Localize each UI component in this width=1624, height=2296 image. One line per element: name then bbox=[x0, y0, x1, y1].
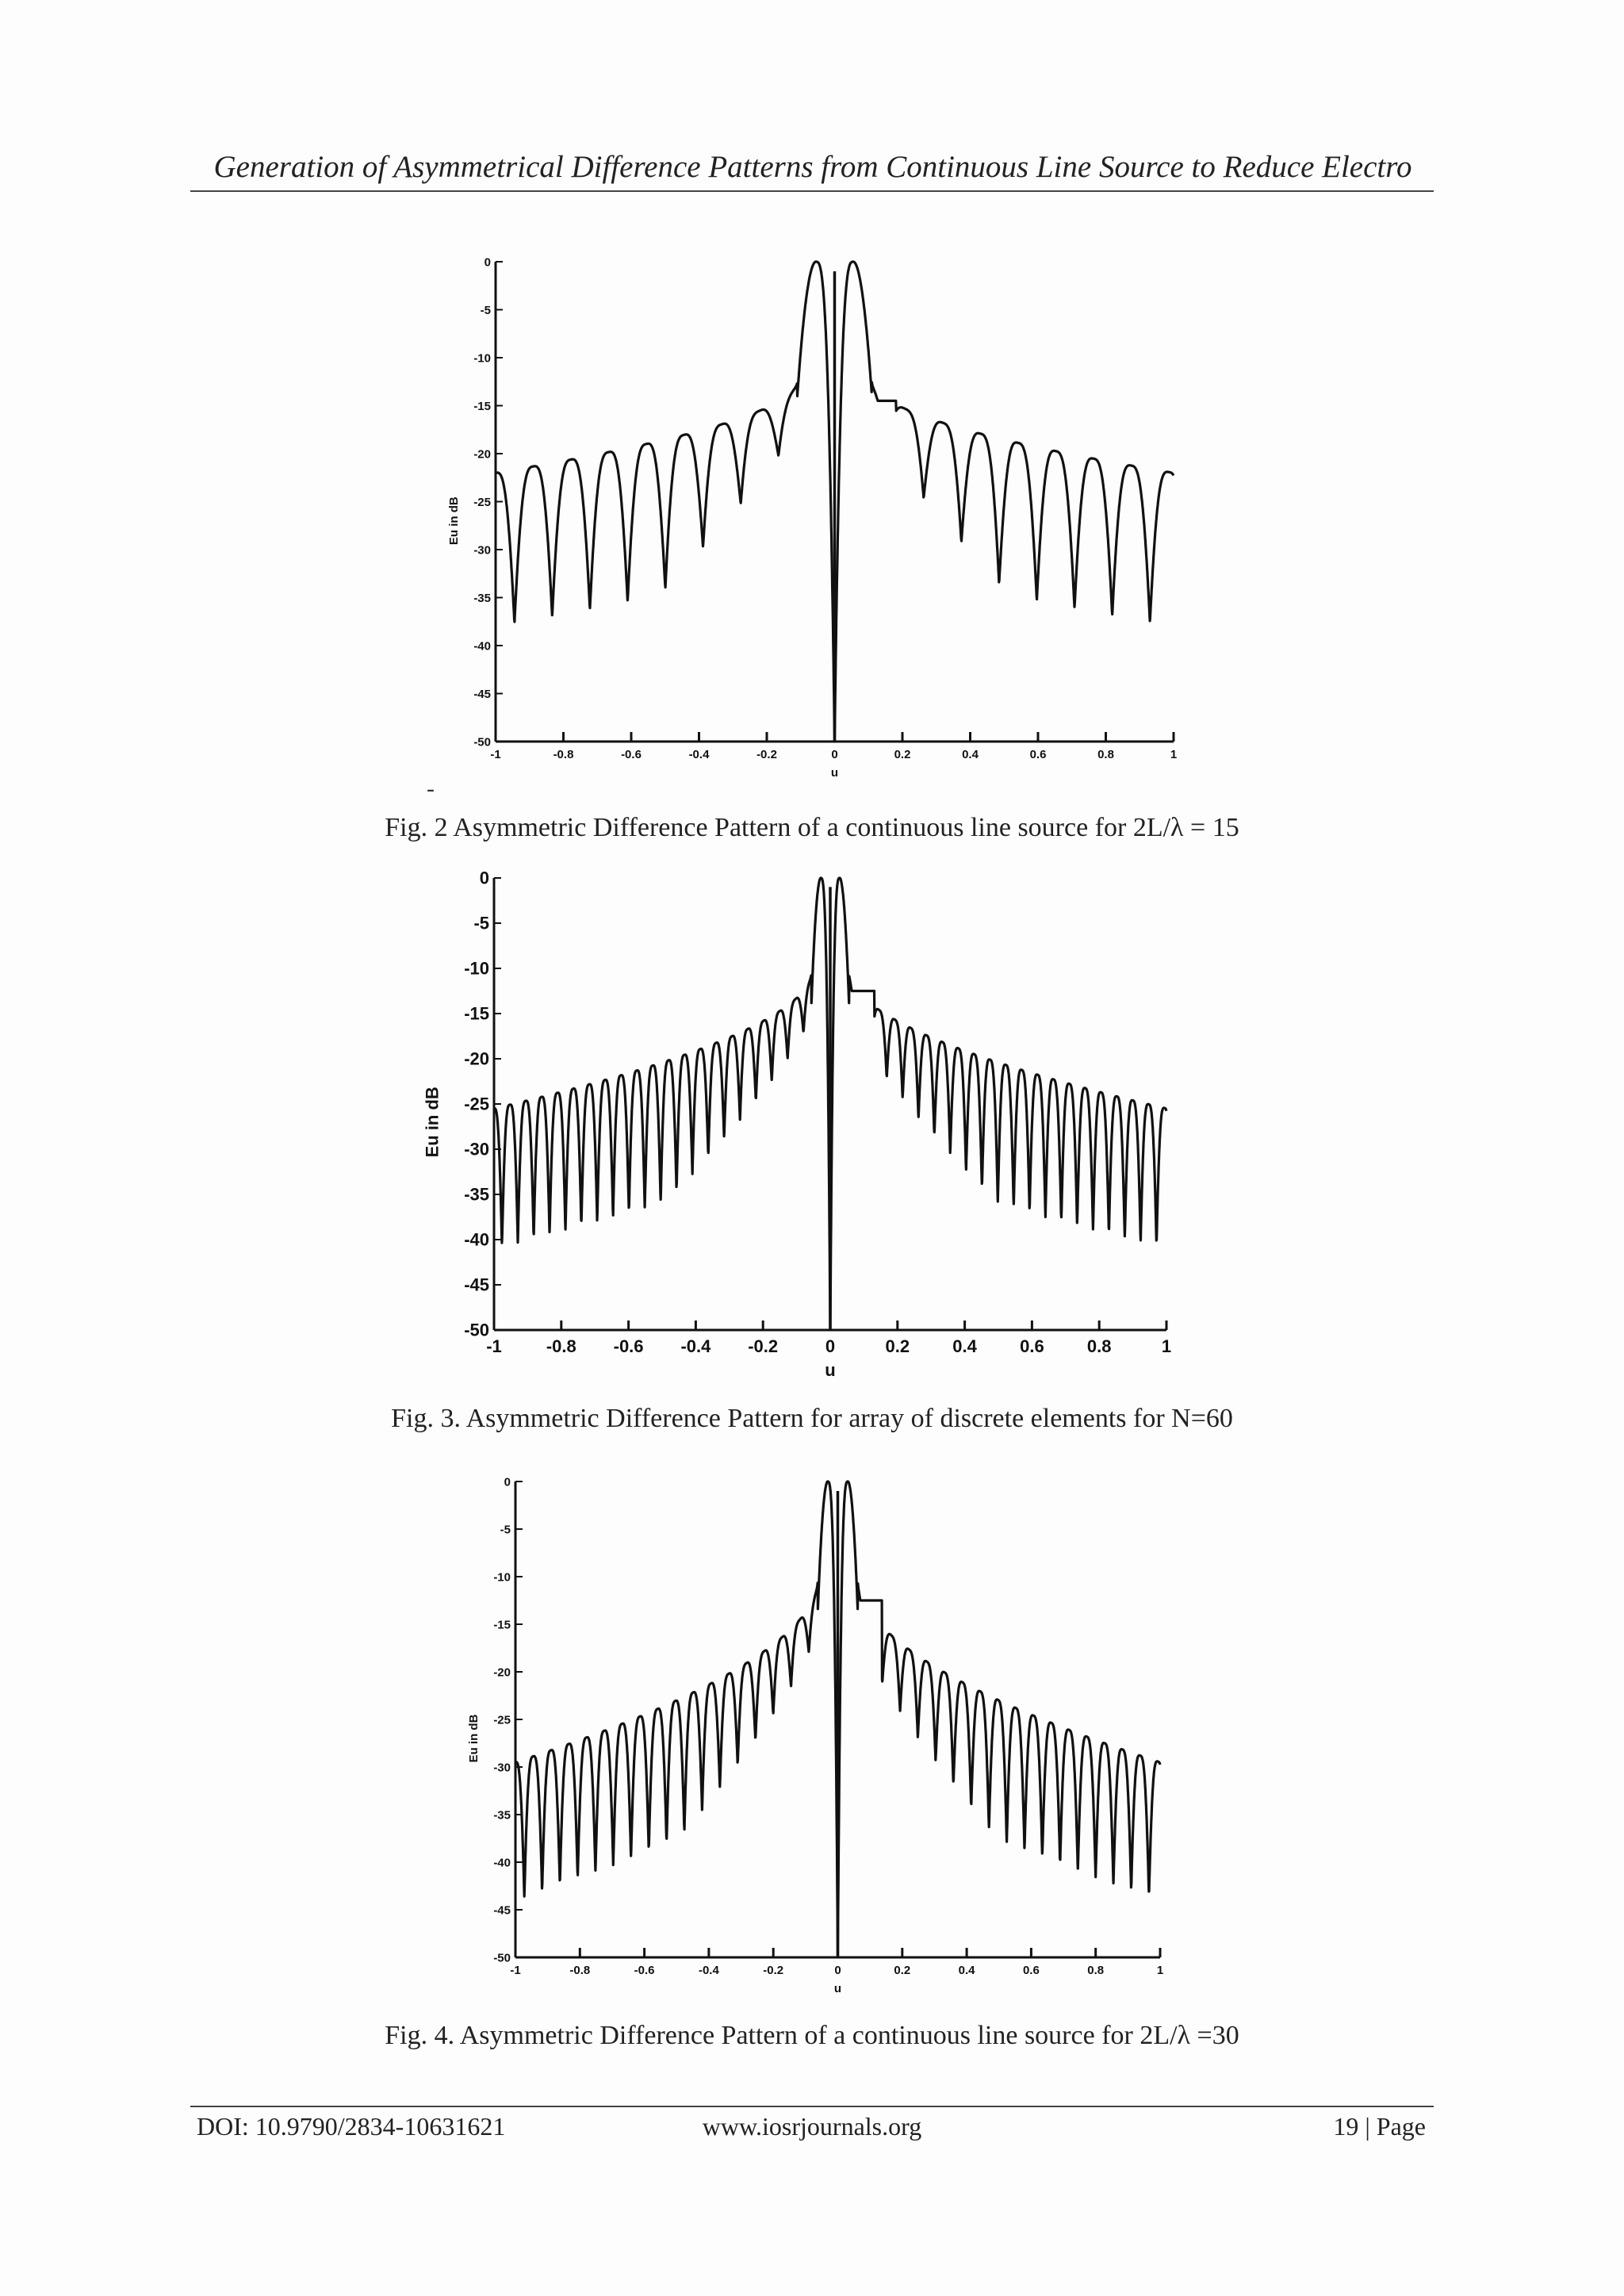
x-tick-label: 1 bbox=[1170, 748, 1178, 761]
figure-4-caption: Fig. 4. Asymmetric Difference Pattern of a continuous line source for 2L/λ =30 bbox=[385, 2021, 1239, 2050]
x-tick-label: -0.6 bbox=[613, 1336, 644, 1356]
x-tick-label: -0.4 bbox=[680, 1336, 711, 1356]
y-tick-label: -30 bbox=[493, 1761, 511, 1775]
y-tick-label: -50 bbox=[493, 1951, 511, 1965]
x-tick-label: -0.6 bbox=[634, 1964, 655, 1977]
y-tick-label: -40 bbox=[493, 1856, 511, 1870]
x-tick-label: 0.4 bbox=[952, 1336, 977, 1356]
x-tick-label: -0.8 bbox=[569, 1964, 591, 1977]
header-rule bbox=[190, 190, 1434, 192]
footer-page-number: 19 | Page bbox=[1333, 2112, 1426, 2141]
y-tick-label: -35 bbox=[473, 591, 491, 605]
figure-3-chart bbox=[419, 866, 1212, 1389]
y-axis-label: Eu in dB bbox=[422, 1087, 442, 1158]
y-tick-label: -10 bbox=[493, 1570, 511, 1585]
y-tick-label: 0 bbox=[484, 255, 491, 270]
footer-website: www.iosrjournals.org bbox=[702, 2112, 922, 2141]
x-tick-label: 0.4 bbox=[958, 1964, 975, 1977]
y-tick-label: -25 bbox=[473, 495, 491, 509]
y-tick-label: -15 bbox=[473, 399, 491, 413]
stray-dash-mark: - bbox=[427, 776, 435, 802]
y-tick-label: -10 bbox=[464, 958, 489, 979]
x-tick-label: -1 bbox=[486, 1336, 502, 1356]
x-tick-label: 0.8 bbox=[1087, 1964, 1105, 1977]
x-tick-label: -0.2 bbox=[763, 1964, 784, 1977]
y-tick-label: -10 bbox=[473, 351, 491, 366]
x-tick-label: 1 bbox=[1156, 1964, 1164, 1977]
x-tick-label: 1 bbox=[1161, 1336, 1172, 1356]
y-tick-label: -15 bbox=[464, 1003, 489, 1024]
y-tick-label: -35 bbox=[493, 1808, 511, 1823]
figure-2-caption: Fig. 2 Asymmetric Difference Pattern of a continuous line source for 2L/λ = 15 bbox=[385, 813, 1239, 842]
x-tick-label: 0 bbox=[834, 1964, 841, 1977]
x-tick-label: -0.2 bbox=[748, 1336, 779, 1356]
figure-2-chart bbox=[444, 250, 1237, 789]
y-tick-label: -5 bbox=[480, 303, 491, 317]
y-tick-label: -45 bbox=[473, 687, 491, 701]
x-tick-label: 0.6 bbox=[1022, 1964, 1040, 1977]
y-tick-label: -25 bbox=[464, 1094, 489, 1114]
footer-doi: DOI: 10.9790/2834-10631621 bbox=[197, 2112, 506, 2141]
x-tick-label: -0.2 bbox=[756, 748, 777, 761]
x-axis-label: u bbox=[830, 766, 839, 780]
x-tick-label: -0.4 bbox=[698, 1964, 719, 1977]
x-tick-label: -0.8 bbox=[546, 1336, 576, 1356]
x-tick-label: 0.6 bbox=[1029, 748, 1047, 761]
figure-4-chart bbox=[444, 1466, 1237, 1997]
x-tick-label: -1 bbox=[490, 748, 501, 761]
y-tick-label: -45 bbox=[464, 1274, 489, 1295]
x-tick-label: -0.4 bbox=[688, 748, 710, 761]
y-tick-label: -45 bbox=[493, 1903, 511, 1918]
x-tick-label: 0.4 bbox=[962, 748, 979, 761]
x-tick-label: 0 bbox=[825, 1336, 836, 1356]
figure-3-caption: Fig. 3. Asymmetric Difference Pattern for array of discrete elements for N=60 bbox=[391, 1404, 1233, 1433]
y-tick-label: -40 bbox=[473, 639, 491, 654]
x-tick-label: 0.2 bbox=[894, 1964, 911, 1977]
x-tick-label: 0.8 bbox=[1097, 748, 1114, 761]
y-tick-label: -30 bbox=[464, 1139, 489, 1159]
x-tick-label: 0.6 bbox=[1020, 1336, 1044, 1356]
x-tick-label: 0.2 bbox=[894, 748, 911, 761]
x-axis-label: u bbox=[833, 1982, 842, 1995]
y-axis-label: Eu in dB bbox=[467, 1714, 481, 1763]
x-tick-label: -1 bbox=[510, 1964, 521, 1977]
footer-rule bbox=[190, 2106, 1434, 2107]
y-tick-label: -20 bbox=[493, 1665, 511, 1680]
y-tick-label: -30 bbox=[473, 543, 491, 558]
y-tick-label: -5 bbox=[500, 1523, 511, 1537]
y-tick-label: -20 bbox=[464, 1048, 489, 1069]
x-tick-label: 0.8 bbox=[1086, 1336, 1112, 1356]
y-tick-label: -40 bbox=[464, 1229, 489, 1250]
y-tick-label: -50 bbox=[464, 1320, 489, 1340]
y-tick-label: -50 bbox=[473, 735, 491, 749]
y-tick-label: 0 bbox=[479, 868, 489, 888]
y-tick-label: -25 bbox=[493, 1713, 511, 1727]
y-tick-label: -15 bbox=[493, 1618, 511, 1632]
x-tick-label: 0.2 bbox=[885, 1336, 910, 1356]
y-tick-label: -5 bbox=[473, 913, 489, 933]
y-tick-label: -20 bbox=[473, 447, 491, 462]
y-tick-label: -35 bbox=[464, 1184, 489, 1205]
x-tick-label: -0.6 bbox=[621, 748, 642, 761]
x-axis-label: u bbox=[825, 1360, 836, 1380]
running-header: Generation of Asymmetrical Difference Patterns from Continuous Line Source to Reduce Electro bbox=[213, 150, 1412, 184]
x-tick-label: 0 bbox=[831, 748, 838, 761]
x-tick-label: -0.8 bbox=[553, 748, 574, 761]
y-tick-label: 0 bbox=[504, 1475, 511, 1489]
y-axis-label: Eu in dB bbox=[447, 496, 461, 546]
